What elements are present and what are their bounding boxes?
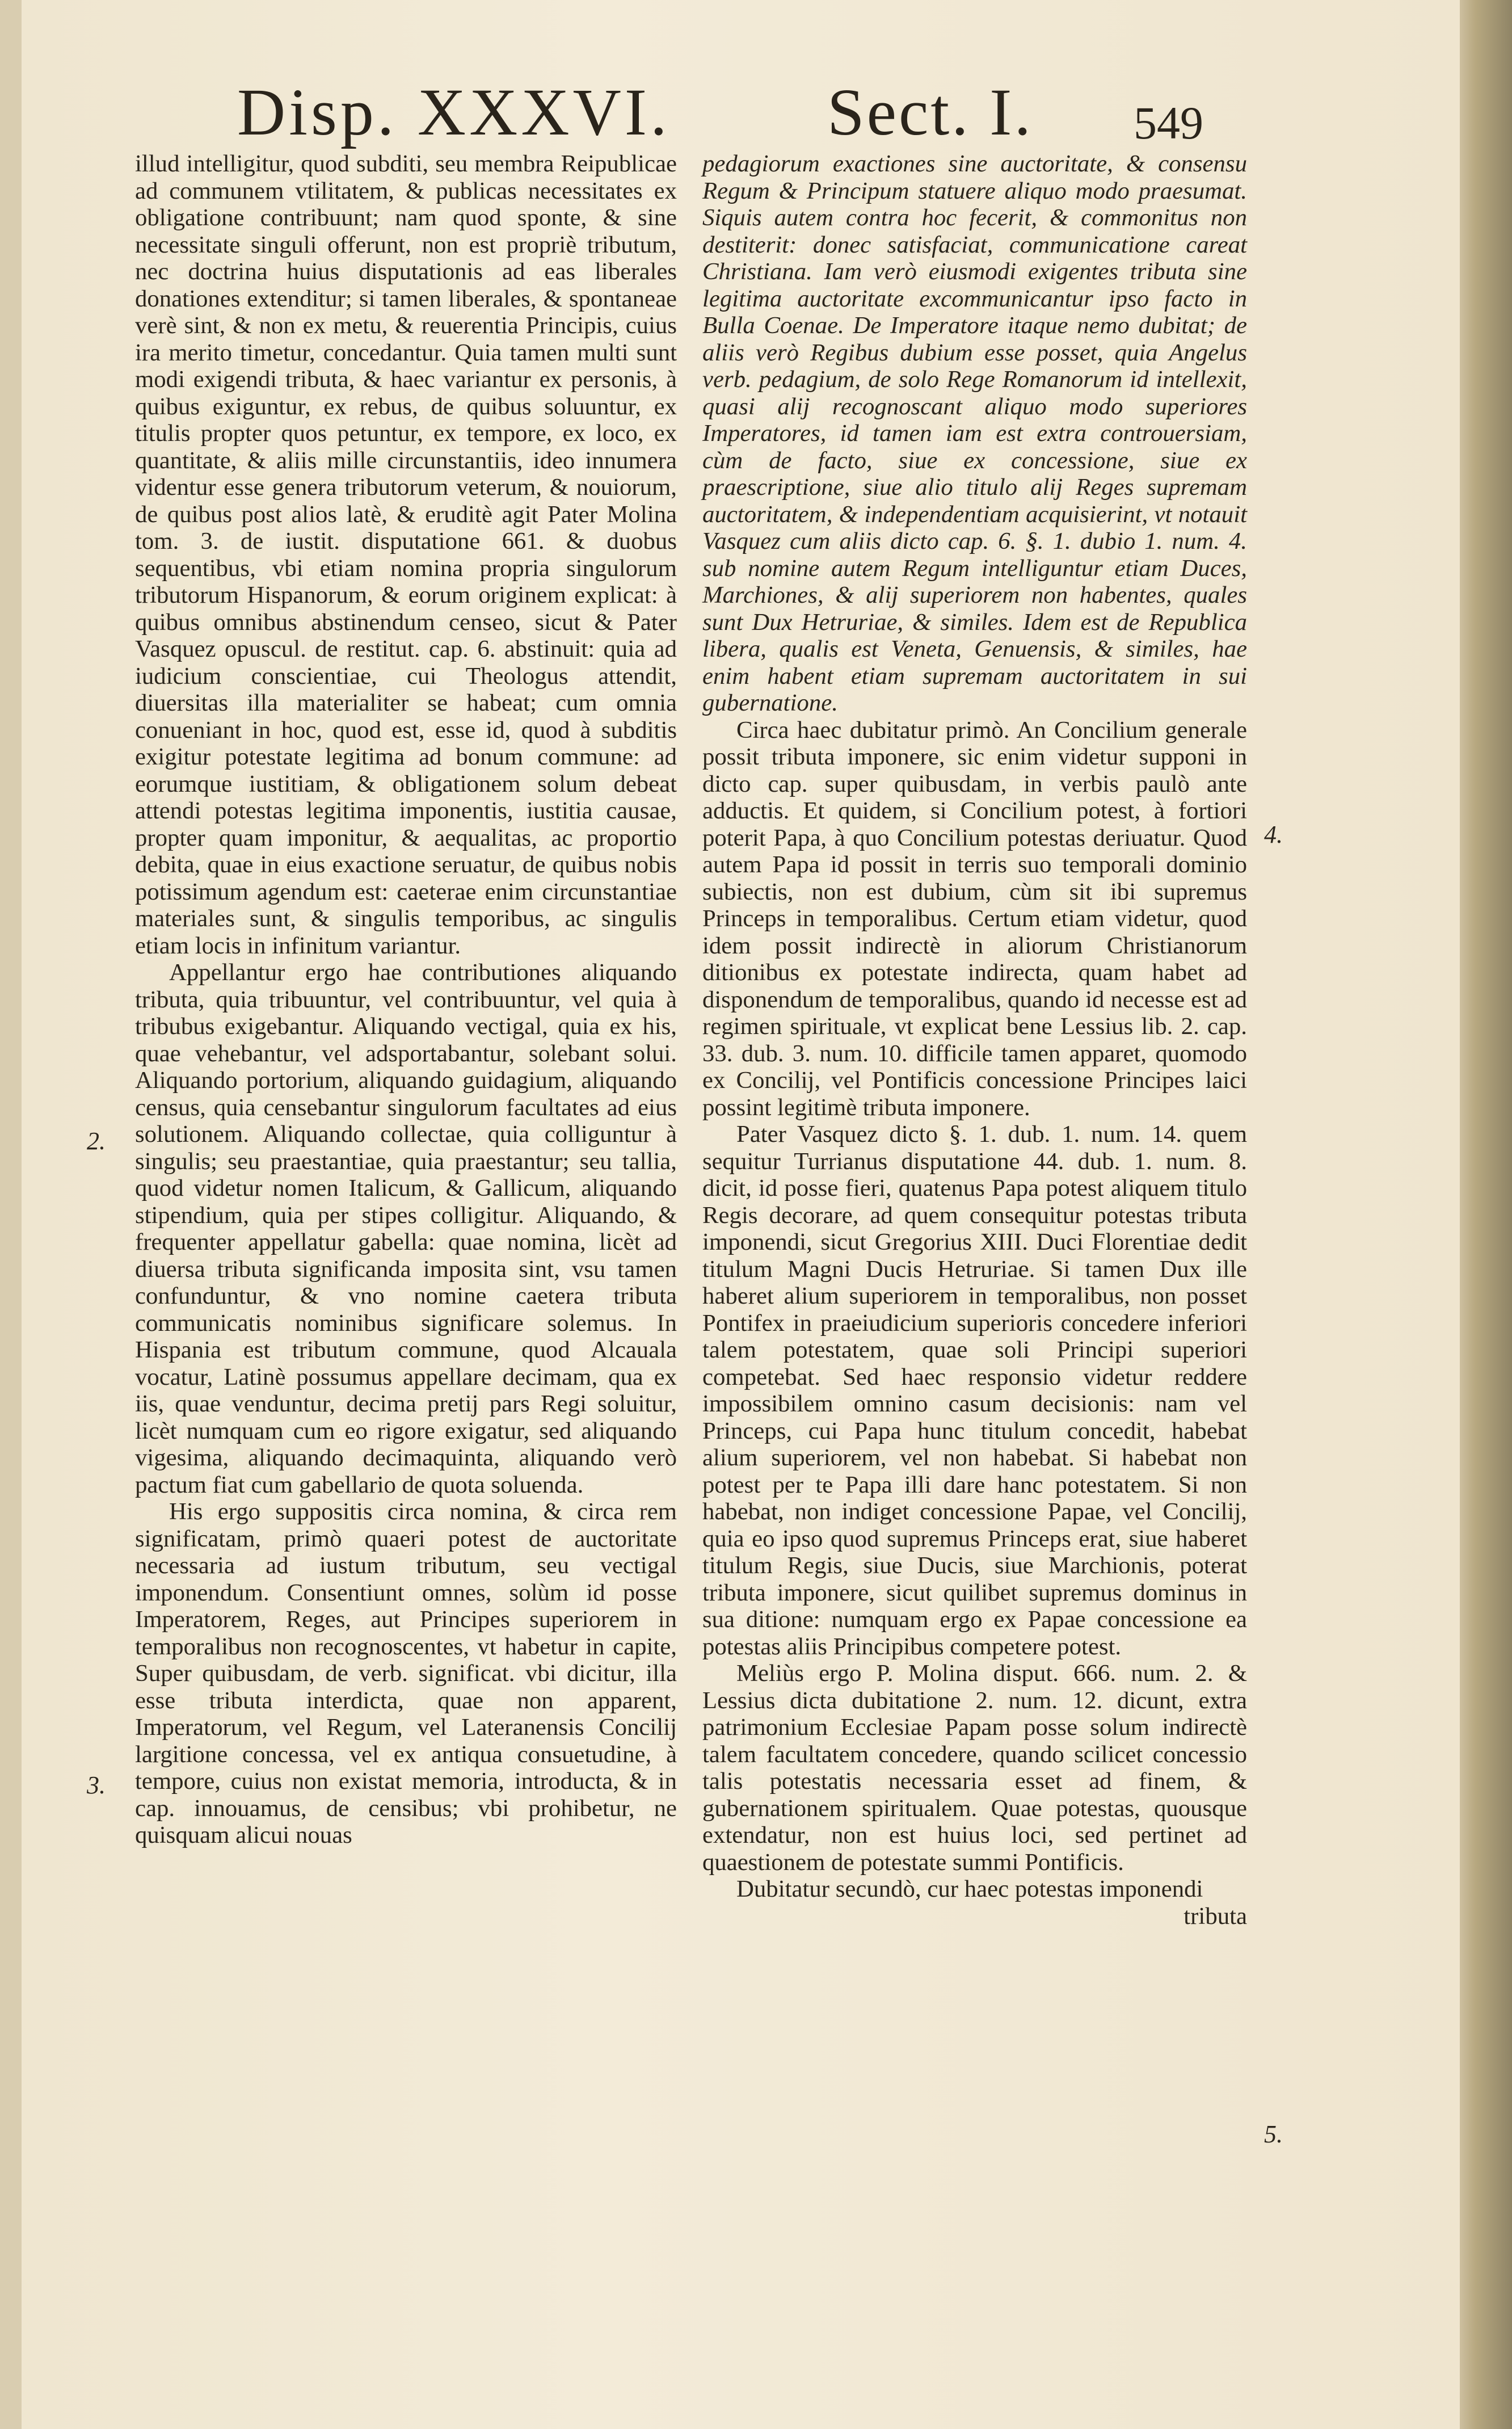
margin-number-2: 2. [87,1127,106,1155]
page-number: 549 [1134,97,1203,149]
header-section: Sect. I. [827,75,1033,149]
header-disputation: Disp. XXXVI. [237,75,671,149]
right-paragraph-2: Circa haec dubitatur primò. An Concilium generale possit tributa imponere, sic enim videtur supponi in dicto cap. super quibusdam, in verbis paulò ante adductis. Et quidem, si Concilium potest, à fortiori poterit Papa, à quo Concilium potestas deriuatur. Quod autem Papa id possit in terris suo temporali dominio subiectis, non est dubium, cùm sit ibi supremus Princeps in temporalibus. Certum etiam videtur, quod idem possit indirectè in aliorum Christianorum ditionibus ex potestate indirecta, quam habet ad disponendum de temporalibus, quando id necesse est ad regimen spirituale, vt explicat bene Lessius lib. 2. cap. 33. dub. 3. num. 10. difficile tamen apparet, quomodo ex Concilij, vel Pontificis concessione Principes laici possint legitimè tributa imponere. [702,716,1247,1121]
right-paragraph-5: Dubitatur secundò, cur haec potestas imponendi [736,1876,1203,1902]
margin-number-5: 5. [1264,2120,1283,2148]
margin-number-4: 4. [1264,821,1283,848]
left-paragraph-1: illud intelligitur, quod subditi, seu membra Reipublicae ad communem vtilitatem, & publicas necessitates ex obligatione contribuunt; nam quod sponte, & sine necessitate singuli offerunt, non est propriè tributum, nec doctrina huius disputationis ad eas liberales donationes extenditur; si tamen liberales, & spontaneae verè sint, & non ex metu, & reuerentia Principis, cuius ira merito timetur, concedantur. Quia tamen multi sunt modi exigendi tributa, & haec variantur ex personis, à quibus exiguntur, ex rebus, de quibus soluuntur, ex titulis propter quos petuntur, ex tempore, ex loco, ex quantitate, & aliis mille circunstantiis, ideo innumera videntur esse genera tributorum veterum, & nouiorum, de quibus post alios latè, & eruditè agit Pater Molina tom. 3. de iustit. disputatione 661. & duobus sequentibus, vbi etiam nomina propria singulorum tributorum Hispanorum, & eorum originem explicat: à quibus omnibus abstinendum censeo, sicut & Pater Vasquez opuscul. de restitut. cap. 6. abstinuit: quia ad iudicium conscientiae, cui Theologus attendit, diuersitas illa materialiter se habeat; cum omnia conueniant in hoc, quod est, esse id, quod à subditis exigitur potestate legitima ad bonum commune: ad eorumque iustitiam, & obligationem solum debeat attendi potestas legitima imponentis, iustitia causae, propter quam imponitur, & aequalitas, ac proportio debita, quae in eius exactione seruatur, de quibus nobis potissimum agendum est: caeterae enim circunstantiae materiales sunt, & singulis temporibus, ac singulis etiam locis in infinitum variantur. [135,150,677,959]
left-paragraph-2: Appellantur ergo hae contributiones aliquando tributa, quia tribuuntur, vel contribuuntur, vel quia à tribubus exigebantur. Aliquando vectigal, quia ex his, quae vehebantur, vel adsportabantur, solebant solui. Aliquando portorium, aliquando guidagium, aliquando census, quia censebantur singulorum facultates ad eius solutionem. Aliquando collectae, quia colliguntur à singulis; seu praestantiae, quia praestantur; seu tallia, quod videtur nomen Italicum, & Gallicum, aliquando stipendium, quia per stipes colligitur. Aliquando, & frequenter appellatur gabella: quae nomina, licèt ad diuersa tributa significanda imposita sint, vsu tamen confunduntur, & vno nomine caetera tributa communicatis nominibus significare solemus. In Hispania est tributum commune, quod Alcauala vocatur, Latinè possumus appellare decimam, qua ex iis, quae venduntur, decima pretij pars Regi soluitur, licèt numquam cum eo rigore exigatur, sed aliquando vigesima, aliquando decimaquinta, aliquando verò pactum fiat cum gabellario de quota soluenda. [135,959,677,1498]
right-paragraph-4: Meliùs ergo P. Molina disput. 666. num. 2. & Lessius dicta dubitatione 2. num. 12. dicunt, extra patrimonium Ecclesiae Papam posse solum indirectè talem facultatem concedere, quando scilicet concessio talis potestatis necessaria esset ad finem, & gubernationem spiritualem. Quae potestas, quousque extendatur, non est huius loci, sed pertinet ad quaestionem de potestate summi Pontificis. [702,1660,1247,1876]
left-paragraph-3: His ergo suppositis circa nomina, & circa rem significatam, primò quaeri potest de auctoritate necessaria ad iustum tributum, seu vectigal imponendum. Consentiunt omnes, solùm id posse Imperatorem, Reges, aut Principes superiorem in temporalibus non recognoscentes, vt habetur in capite, Super quibusdam, de verb. significat. vbi dicitur, illa esse tributa interdicta, quae non apparent, Imperatorum, vel Regum, vel Lateranensis Concilij largitione concessa, vel ex antiqua consuetudine, à tempore, cuius non existat memoria, introducta, & in cap. innouamus, de censibus; vbi prohibetur, ne quisquam alicui nouas [135,1498,677,1848]
catchword: tributa [1184,1902,1247,1930]
running-header [22,74,1463,148]
right-paragraph-3: Pater Vasquez dicto §. 1. dub. 1. num. 14. quem sequitur Turrianus disputatione 44. dub. 1. num. 8. dicit, id posse fieri, quatenus Papa potest aliquem titulo Regis decorare, ad quem consequitur potestas tributa imponendi, sicut Gregorius XIII. Duci Florentiae dedit titulum Magni Ducis Hetruriae. Si tamen Dux ille haberet alium superiorem in temporalibus, non posset Pontifex in praeiudicium superioris concedere inferiori talem potestatem, quae soli Principi superiori competebat. Sed haec responsio videtur reddere impossibilem omnino casum decisionis: nam vel Princeps, cui Papa hunc titulum concedit, habebat alium superiorem, vel non habebat. Si habebat non potest per te Papa illi dare hanc potestatem. Si non habebat, non indiget concessione Papae, vel Concilij, quia eo ipso quod supremus Princeps erat, siue haberet titulum Regis, siue Ducis, siue Marchionis, poterat tributa imponere, sicut quilibet supremus dominus in sua ditione: numquam ergo ex Papae concessione ea potestas aliis Principibus competere potest. [702,1121,1247,1660]
page-edge [1460,0,1512,2429]
right-column [702,150,1247,1930]
left-column [135,150,677,1849]
margin-number-3: 3. [87,1771,106,1799]
right-paragraph-1: pedagiorum exactiones sine auctoritate, & consensu Regum & Principum statuere aliquo modo praesumat. Siquis autem contra hoc fecerit, & commonitus non destiterit: donec satisfaciat, communicatione careat Christiana. Iam verò eiusmodi exigentes tributa sine legitima auctoritate excommunicantur ipso facto in Bulla Coenae. De Imperatore itaque nemo dubitat; de aliis verò Regibus dubium esse posset, quia Angelus verb. pedagium, de solo Rege Romanorum id intellexit, quasi alij recognoscant aliquo modo superiores Imperatores, id tamen iam est extra controuersiam, cùm de facto, siue ex concessione, siue ex praescriptione, siue alio titulo alij Reges supremam auctoritatem, & independentiam acquisierint, vt notauit Vasquez cum aliis dicto cap. 6. §. 1. dubio 1. num. 4. sub nomine autem Regum intelliguntur etiam Duces, Marchiones, & alij superiorem non habentes, quales sunt Dux Hetruriae, & similes. Idem est de Republica libera, qualis est Veneta, Genuensis, & similes, hae enim habent etiam supremam auctoritatem in sui gubernatione. [702,150,1247,716]
book-page [22,0,1463,2429]
